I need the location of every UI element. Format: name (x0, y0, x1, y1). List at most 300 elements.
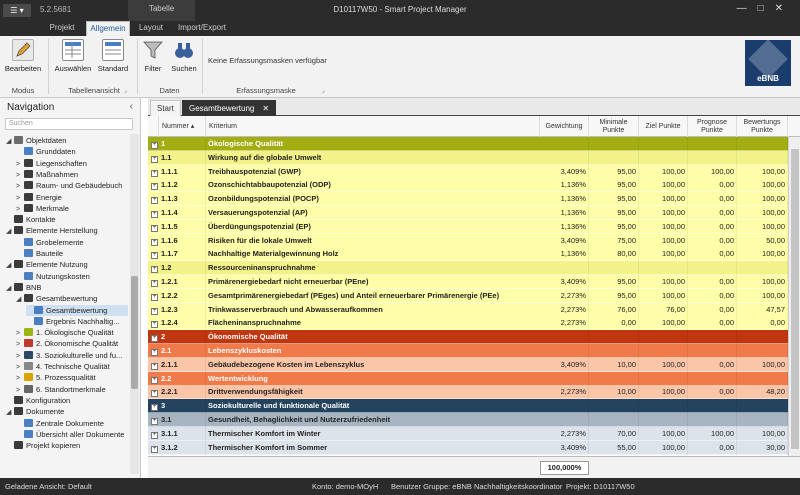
tab-allgemein[interactable]: Allgemein (86, 21, 130, 36)
table-row[interactable] (148, 358, 788, 372)
nav-item-label: Kontakte (26, 215, 56, 225)
row-expand-icon[interactable]: + (152, 445, 157, 452)
cell-min-punkte (589, 413, 639, 427)
cell-nummer: 1.2.4 (159, 316, 206, 330)
nav-item[interactable] (16, 384, 128, 395)
nav-node-icon (24, 147, 33, 155)
header-min-punkte[interactable]: Minimale Punkte (589, 116, 639, 137)
cell-kriterium: Ökologische Qualität (208, 139, 284, 148)
cell-bewertungs-punkte (737, 399, 788, 413)
table-row[interactable] (148, 151, 788, 165)
cell-kriterium: Überdüngungspotenzial (EP) (208, 221, 311, 231)
cell-prognose-punkte: 0,00 (688, 178, 737, 192)
nav-item[interactable] (6, 282, 128, 293)
expand-icon[interactable]: > (16, 352, 21, 360)
table-row[interactable] (148, 427, 788, 441)
nav-node-icon (14, 396, 23, 404)
cell-prognose-punkte: 100,00 (688, 165, 737, 179)
nav-node-icon (14, 260, 23, 268)
row-expand-icon[interactable]: + (152, 376, 157, 383)
ribbon-tab-bar (0, 21, 800, 36)
nav-item-label: Elemente Herstellung (26, 226, 98, 236)
header-prognose-punkte[interactable]: Prognose Punkte (688, 116, 737, 137)
table-row[interactable] (148, 330, 788, 344)
nav-node-icon (24, 373, 33, 381)
cell-kriterium: Treibhauspotenzial (GWP) (208, 166, 301, 176)
nav-item-label: Elemente Nutzung (26, 260, 88, 270)
cell-ziel-punkte: 100,00 (639, 192, 688, 206)
document-area (148, 98, 800, 478)
nav-item[interactable] (16, 203, 128, 214)
cell-prognose-punkte: 0,00 (688, 220, 737, 234)
row-expand-icon[interactable]: + (152, 418, 157, 424)
header-gewichtung[interactable]: Gewichtung (540, 116, 589, 137)
cell-prognose-punkte: 0,00 (688, 358, 737, 372)
dialog-launcher-icon[interactable]: ⌟ (322, 88, 325, 94)
version-label: 5.2.5681 (40, 5, 72, 14)
doc-tab-gesamtbewertung[interactable]: Gesamtbewertung ✕ (182, 100, 276, 116)
expand-icon[interactable]: > (16, 330, 21, 338)
table-row[interactable] (148, 206, 788, 220)
group-separator (202, 39, 203, 94)
close-tab-icon[interactable]: ✕ (262, 104, 270, 113)
expand-icon[interactable]: > (16, 183, 21, 191)
dialog-launcher-icon[interactable]: ⌟ (124, 88, 127, 94)
navigation-title: Navigation (7, 102, 55, 113)
cell-ziel-punkte: 100,00 (639, 165, 688, 179)
header-expander (148, 116, 159, 137)
cell-ziel-punkte: 100,00 (639, 247, 688, 261)
navigation-search-input[interactable]: Suchen (5, 118, 133, 130)
nav-item[interactable] (16, 169, 128, 180)
expand-icon[interactable]: > (16, 364, 21, 371)
table-row[interactable] (148, 316, 788, 330)
nav-node-icon (24, 328, 33, 336)
nav-item[interactable] (6, 135, 128, 146)
cell-kriterium: Gesamtprimärenergiebedarf (PEges) und Anteil erneuerbarer Primärenergie (PEe) (208, 290, 500, 300)
table-row[interactable] (148, 399, 788, 413)
nav-node-icon (14, 283, 23, 291)
cell-bewertungs-punkte (737, 261, 788, 275)
cell-nummer: 1.1 (159, 151, 206, 165)
cell-bewertungs-punkte: 48,20 (737, 385, 788, 399)
cell-min-punkte: 55,00 (589, 441, 639, 455)
binoculars-icon (173, 39, 195, 61)
cell-ziel-punkte: 100,00 (639, 178, 688, 192)
nav-item-label: Energie (36, 192, 62, 202)
cell-min-punkte (589, 261, 639, 275)
cell-bewertungs-punkte: 100,00 (737, 289, 788, 303)
cell-gewichtung: 1,136% (540, 178, 589, 192)
cell-kriterium: Thermischer Komfort im Winter (208, 428, 321, 438)
cell-nummer: 1.1.1 (159, 165, 206, 179)
cell-gewichtung: 3,409% (540, 441, 589, 455)
expand-icon[interactable]: > (16, 205, 21, 213)
nav-item-label: Ergebnis Nachhaltig... (46, 316, 120, 326)
nav-item-label: 3. Soziokulturelle und fu... (36, 350, 123, 360)
table-default-icon (102, 39, 124, 61)
app-menu-button[interactable]: ☰ ▾ (3, 4, 31, 17)
header-kriterium[interactable]: Kriterium (206, 116, 540, 137)
nav-item[interactable] (16, 158, 128, 169)
grid-footer (148, 456, 800, 478)
header-bewertungs-punkte[interactable]: Bewertungs Punkte (737, 116, 788, 137)
ribbon (0, 36, 800, 98)
nav-item[interactable] (26, 305, 128, 316)
nav-node-icon (24, 294, 33, 302)
table-row[interactable] (148, 344, 788, 358)
row-expand-icon[interactable]: + (152, 211, 157, 217)
cell-gewichtung: 1,136% (540, 192, 589, 206)
nav-item-label: BNB (26, 282, 42, 292)
cell-gewichtung: 3,409% (540, 358, 589, 372)
filter-button[interactable]: Filter (141, 39, 165, 73)
cell-gewichtung (540, 151, 589, 165)
window-title: D10117W50 - Smart Project Manager (333, 5, 467, 14)
standard-button[interactable]: Standard (96, 39, 130, 73)
cell-ziel-punkte: 100,00 (639, 275, 688, 289)
nav-item[interactable] (16, 327, 128, 338)
status-project: Projekt: D10117W50 (566, 482, 635, 491)
cell-gewichtung (540, 413, 589, 427)
nav-item[interactable] (26, 316, 128, 327)
expand-icon[interactable]: > (16, 375, 21, 383)
row-expand-icon[interactable]: + (152, 169, 157, 176)
cell-nummer: 2.1 (159, 344, 206, 358)
row-expand-icon[interactable]: + (152, 224, 157, 231)
cell-min-punkte: 0,00 (589, 316, 639, 330)
table-row[interactable] (148, 234, 788, 248)
cell-gewichtung: 2,273% (540, 303, 589, 317)
nav-item[interactable] (6, 225, 128, 236)
group-separator (137, 39, 138, 94)
table-row[interactable] (148, 261, 788, 275)
navigation-scrollbar[interactable] (130, 134, 139, 474)
nav-item-label: Konfiguration (26, 395, 71, 405)
nav-item[interactable] (6, 406, 128, 417)
grid-header (148, 116, 800, 137)
table-row[interactable] (148, 220, 788, 234)
maximize-icon[interactable]: □ (757, 3, 775, 14)
table-row[interactable] (148, 247, 788, 261)
table-row[interactable] (148, 413, 788, 427)
cell-gewichtung: 1,136% (540, 220, 589, 234)
cell-min-punkte: 95,00 (589, 206, 639, 220)
nav-item[interactable] (16, 248, 128, 259)
cell-bewertungs-punkte: 100,00 (737, 247, 788, 261)
cell-gewichtung: 2,273% (540, 427, 589, 441)
row-expand-icon[interactable]: + (152, 280, 157, 286)
nav-item-label: Merkmale (36, 203, 69, 213)
nav-item[interactable] (16, 350, 128, 361)
grid-scrollbar[interactable] (788, 137, 800, 456)
context-tab-tabelle: Tabelle (128, 0, 195, 21)
cell-gewichtung: 1,136% (540, 206, 589, 220)
nav-item-label: Grunddaten (36, 147, 76, 157)
tab-layout[interactable]: Layout (138, 23, 164, 32)
nav-node-icon (24, 159, 33, 167)
window-controls (737, 3, 794, 14)
row-expand-icon[interactable]: + (152, 431, 157, 438)
expand-icon[interactable]: ◢ (6, 284, 12, 292)
suchen-button[interactable]: Suchen (170, 39, 198, 73)
row-expand-icon[interactable]: + (152, 293, 157, 300)
cell-nummer: 1 (159, 137, 206, 151)
table-row[interactable] (148, 165, 788, 179)
cell-ziel-punkte (639, 399, 688, 413)
nav-item[interactable] (16, 237, 128, 248)
nav-item[interactable] (16, 271, 128, 282)
cell-kriterium: Primärenergiebedarf nicht erneuerbar (PEne) (208, 277, 369, 286)
expand-icon[interactable]: > (16, 160, 21, 168)
row-expand-icon[interactable]: + (152, 321, 157, 328)
header-nummer[interactable]: Nummer ▴ (159, 116, 206, 137)
no-masks-label: Keine Erfassungsmasken verfügbar (208, 56, 327, 65)
nav-item[interactable] (16, 180, 128, 191)
nav-node-icon (14, 226, 23, 234)
cell-ziel-punkte (639, 151, 688, 165)
evaluation-grid (148, 116, 800, 456)
table-row[interactable] (148, 178, 788, 192)
cell-kriterium: Ökonomische Qualität (208, 332, 288, 342)
status-account: Konto: demo-MOyH (312, 482, 379, 491)
cell-bewertungs-punkte (737, 344, 788, 358)
nav-item[interactable] (6, 259, 128, 270)
expand-icon[interactable]: > (16, 194, 21, 202)
cell-nummer: 1.1.4 (159, 206, 206, 220)
row-expand-icon[interactable]: + (152, 307, 157, 314)
row-expand-icon[interactable]: + (152, 252, 157, 259)
cell-ziel-punkte: 100,00 (639, 289, 688, 303)
nav-node-icon (24, 351, 33, 359)
nav-item[interactable] (16, 192, 128, 203)
table-row[interactable] (148, 441, 788, 455)
cell-gewichtung: 3,409% (540, 165, 589, 179)
cell-prognose-punkte (688, 330, 737, 344)
row-expand-icon[interactable]: + (152, 335, 157, 342)
nav-item-label: 6. Standortmerkmale (36, 384, 106, 394)
row-expand-icon[interactable]: + (152, 238, 157, 245)
cell-ziel-punkte (639, 330, 688, 344)
nav-item[interactable] (16, 418, 128, 429)
cell-ziel-punkte (639, 372, 688, 386)
nav-node-icon (24, 181, 33, 189)
expand-icon[interactable]: > (16, 386, 21, 394)
cell-nummer: 1.2.3 (159, 303, 206, 317)
cell-ziel-punkte (639, 261, 688, 275)
expand-icon[interactable]: ◢ (6, 138, 12, 145)
cell-bewertungs-punkte: 100,00 (737, 206, 788, 220)
cell-prognose-punkte: 0,00 (688, 316, 737, 330)
nav-node-icon (14, 441, 23, 449)
row-expand-icon[interactable]: + (152, 266, 157, 273)
nav-item-label: Objektdaten (26, 136, 67, 145)
status-loaded-view: Geladene Ansicht: Default (5, 482, 92, 491)
cell-bewertungs-punkte: 50,00 (737, 234, 788, 248)
cell-ziel-punkte: 100,00 (639, 427, 688, 441)
cell-prognose-punkte (688, 344, 737, 358)
table-row[interactable] (148, 372, 788, 386)
cell-min-punkte: 76,00 (589, 303, 639, 317)
nav-item-label: Bauteile (36, 249, 64, 258)
row-expand-icon[interactable]: + (152, 349, 157, 355)
cell-nummer: 1.1.6 (159, 234, 206, 248)
cell-ziel-punkte: 100,00 (639, 316, 688, 330)
table-row[interactable] (148, 192, 788, 206)
expand-icon[interactable]: ◢ (6, 409, 12, 417)
nav-node-icon (24, 238, 33, 246)
cell-kriterium: Lebenszykluskosten (208, 346, 282, 355)
nav-node-icon (24, 362, 33, 370)
cell-bewertungs-punkte: 100,00 (737, 275, 788, 289)
cell-ziel-punkte: 100,00 (639, 441, 688, 455)
table-select-icon (62, 39, 84, 61)
cell-nummer: 1.1.3 (159, 192, 206, 206)
table-row[interactable] (148, 275, 788, 289)
cell-bewertungs-punkte: 100,00 (737, 178, 788, 192)
expand-icon[interactable]: ◢ (6, 228, 12, 236)
row-expand-icon[interactable]: + (152, 362, 157, 369)
cell-bewertungs-punkte: 0,00 (737, 316, 788, 330)
total-weight: 100,000% (540, 461, 589, 475)
cell-gewichtung: 2,273% (540, 289, 589, 303)
nav-item-label: Nutzungskosten (36, 271, 90, 281)
doc-tab-start[interactable]: Start (150, 100, 181, 116)
bearbeiten-button[interactable]: Bearbeiten (4, 39, 42, 73)
cell-prognose-punkte (688, 151, 737, 165)
nav-item[interactable] (6, 395, 128, 406)
cell-bewertungs-punkte (737, 413, 788, 427)
cell-gewichtung: 3,409% (540, 234, 589, 248)
table-row[interactable] (148, 289, 788, 303)
cell-prognose-punkte: 0,00 (688, 247, 737, 261)
nav-item[interactable] (16, 361, 128, 372)
cell-bewertungs-punkte: 100,00 (737, 427, 788, 441)
row-expand-icon[interactable]: + (152, 155, 157, 162)
cell-ziel-punkte: 100,00 (639, 220, 688, 234)
cell-bewertungs-punkte: 100,00 (737, 165, 788, 179)
cell-nummer: 3 (159, 399, 206, 413)
row-expand-icon[interactable]: + (152, 197, 157, 204)
nav-node-icon (34, 317, 43, 325)
auswaehlen-button[interactable]: Auswählen (54, 39, 92, 73)
table-row[interactable] (148, 385, 788, 399)
cell-prognose-punkte (688, 137, 737, 151)
cell-kriterium: Wertentwicklung (208, 373, 268, 383)
group-label-tabellenansicht: Tabellenansicht (68, 86, 120, 95)
cell-bewertungs-punkte: 100,00 (737, 358, 788, 372)
nav-item[interactable] (16, 338, 128, 349)
row-expand-icon[interactable]: + (152, 404, 157, 411)
header-ziel-punkte[interactable]: Ziel Punkte (639, 116, 688, 137)
row-expand-icon[interactable]: + (152, 183, 157, 190)
row-expand-icon[interactable]: + (152, 390, 157, 397)
collapse-icon[interactable]: ‹ (129, 101, 133, 112)
group-label-daten: Daten (159, 86, 180, 95)
expand-icon[interactable]: > (16, 171, 21, 179)
cell-nummer: 2.2.1 (159, 385, 206, 399)
cell-min-punkte: 95,00 (589, 192, 639, 206)
cell-prognose-punkte: 0,00 (688, 206, 737, 220)
cell-min-punkte: 10,00 (589, 358, 639, 372)
cell-kriterium: Flächeninanspruchnahme (208, 318, 301, 328)
expand-icon[interactable]: > (16, 341, 21, 349)
cell-min-punkte: 95,00 (589, 275, 639, 289)
nav-node-icon (24, 339, 33, 347)
cell-kriterium: Gebäudebezogene Kosten im Lebenszyklus (208, 359, 365, 369)
nav-item-label: Gesamtbewertung (36, 294, 98, 304)
cell-nummer: 3.1.1 (159, 427, 206, 441)
table-row[interactable] (148, 137, 788, 151)
cell-prognose-punkte: 0,00 (688, 441, 737, 455)
nav-item[interactable] (6, 440, 128, 451)
status-bar (0, 478, 800, 495)
expand-icon[interactable]: ◢ (16, 296, 22, 304)
cell-min-punkte: 10,00 (589, 385, 639, 399)
nav-item-label: 1. Ökologische Qualität (36, 328, 114, 338)
cell-min-punkte: 95,00 (589, 220, 639, 234)
cell-gewichtung (540, 399, 589, 413)
nav-node-icon (24, 193, 33, 201)
cell-gewichtung: 3,409% (540, 275, 589, 289)
cell-gewichtung (540, 344, 589, 358)
cell-min-punkte: 80,00 (589, 247, 639, 261)
nav-item[interactable] (16, 429, 128, 440)
cell-min-punkte (589, 372, 639, 386)
edit-icon (12, 39, 34, 61)
tab-import-export[interactable]: Import/Export (177, 23, 226, 32)
cell-prognose-punkte (688, 399, 737, 413)
nav-node-icon (24, 272, 33, 280)
nav-item-label: 5. Prozessqualität (36, 373, 96, 383)
nav-item[interactable] (16, 372, 128, 383)
cell-nummer: 1.1.2 (159, 178, 206, 192)
row-expand-icon[interactable]: + (152, 142, 157, 148)
nav-node-icon (24, 419, 33, 427)
cell-nummer: 2 (159, 330, 206, 344)
nav-node-icon (24, 170, 33, 178)
nav-item-label: Zentrale Dokumente (36, 418, 104, 428)
minimize-icon[interactable]: — (736, 3, 758, 14)
cell-kriterium: Wirkung auf die globale Umwelt (208, 152, 322, 162)
tab-projekt[interactable]: Projekt (49, 23, 75, 32)
cell-kriterium: Ozonschichtabbaupotenzial (ODP) (208, 180, 331, 190)
document-tab-bar (148, 98, 800, 116)
cell-ziel-punkte: 100,00 (639, 206, 688, 220)
cell-nummer: 1.2.1 (159, 275, 206, 289)
close-icon[interactable]: ✕ (774, 3, 794, 14)
cell-prognose-punkte (688, 372, 737, 386)
cell-kriterium: Versauerungspotenzial (AP) (208, 208, 308, 217)
cell-ziel-punkte: 100,00 (639, 385, 688, 399)
nav-item-label: Maßnahmen (36, 169, 79, 179)
expand-icon[interactable]: ◢ (6, 262, 12, 270)
cell-prognose-punkte: 0,00 (688, 234, 737, 248)
title-bar (0, 0, 800, 21)
nav-item[interactable] (16, 293, 128, 304)
cell-gewichtung (540, 137, 589, 151)
cell-kriterium: Gesundheit, Behaglichkeit und Nutzerzufriedenheit (208, 415, 391, 424)
nav-item[interactable] (16, 146, 128, 157)
cell-bewertungs-punkte: 100,00 (737, 192, 788, 206)
cell-gewichtung: 2,273% (540, 316, 589, 330)
nav-item-label: Gesamtbewertung (46, 305, 108, 315)
cell-prognose-punkte: 0,00 (688, 289, 737, 303)
cell-nummer: 1.1.5 (159, 220, 206, 234)
cell-prognose-punkte (688, 261, 737, 275)
nav-item[interactable] (6, 214, 128, 225)
table-row[interactable] (148, 303, 788, 317)
